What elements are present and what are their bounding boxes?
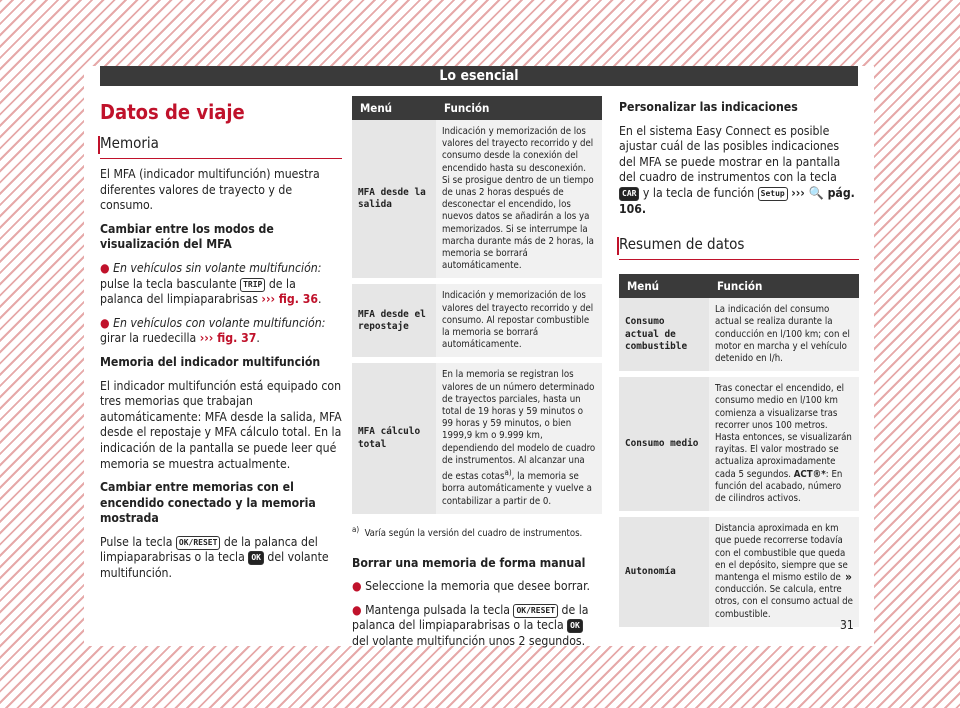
intro-text: El MFA (indicador multifunción) muestra diferentes valores de trayecto y de consumo. [100, 167, 320, 213]
table-cell-function: Indicación y memorización de los valores del trayecto recorrido y del consumo. Al repostar combustible la memoria se borrará automáticamente. [436, 281, 602, 360]
cell-text-a: En la memoria se registran los valores de un número determinado de trayectos parciales, hasta un total de 19 horas y 59 minutos o 99 horas y 59 minutos, o bien 1999,9 km o 9.999 km, dependiendo del modelo de cuadro de instrumentos. Al alcanzar una de estas cotas [442, 369, 596, 483]
cell-text-a: Tras conectar el encendido, el consumo medio en l/100 km comienza a visualizarse tras recorrer unos 100 metros. Hasta entonces, se visualizarán rayitas. El valor mostrado se actualiza aproximadamente cada 5 segundos. [715, 383, 852, 480]
switch-text-a: Pulse la tecla [100, 534, 176, 549]
continue-arrow-icon: » [845, 570, 852, 584]
manual-bullet-text: Seleccione la memoria que desee borrar. [365, 579, 590, 594]
bullet-text: pulse la tecla basculante [100, 276, 241, 291]
sub-title-memoria: Memoria [100, 134, 342, 159]
manual-heading: Borrar una memoria de forma manual [352, 555, 586, 570]
setup-key-icon: Setup [758, 187, 788, 201]
car-key-icon: CAR [619, 187, 639, 201]
table-head-function: Función [709, 274, 859, 298]
switch-text [100, 535, 342, 582]
manual-bullet-2 [352, 603, 602, 650]
fig-36-link[interactable]: ››› fig. 36 [261, 292, 319, 307]
column-middle [352, 96, 602, 658]
page-number: 31 [840, 618, 854, 632]
bullet-icon: ● [100, 260, 110, 275]
mode-heading: Cambiar entre los modos de visualización del MFA [100, 221, 274, 252]
switch-text-c: del volante multifunción. [100, 550, 329, 581]
bullet-icon: ● [100, 315, 110, 330]
bullet-icon: ● [352, 602, 362, 617]
personalize-text-b: y la tecla de función [639, 185, 758, 200]
fig-37-link[interactable]: ››› fig. 37 [199, 331, 257, 346]
table-row [352, 120, 602, 281]
bullet-label: En vehículos con volante multifunción: [113, 315, 326, 330]
trip-key-icon: TRIP [240, 278, 265, 292]
summary-table [619, 274, 859, 633]
manual-bullet-text: del volante multifunción unos 2 segundos. [352, 634, 586, 648]
column-left [100, 96, 342, 590]
switch-text-b: de la palanca del limpiaparabrisas o la tecla [100, 534, 318, 565]
table-cell-function [709, 374, 859, 514]
manual-bullet-1 [352, 579, 602, 595]
switch-heading: Cambiar entre memorias con el encendido conectado y la memoria mostrada [100, 480, 316, 526]
table-cell-menu: Autonomía [619, 514, 709, 630]
ok-reset-key-icon: OK/RESET [176, 536, 221, 550]
bullet-text: de la palanca del limpiaparabrisas [100, 276, 296, 307]
table-cell-menu: Consumo actual de combustible [619, 298, 709, 374]
table-cell-menu: MFA desde el repostaje [352, 281, 436, 360]
manual-bullet-text: de la palanca del limpiaparabrisas o la tecla [352, 602, 589, 633]
bullet-label: En vehículos sin volante multifunción: [113, 260, 322, 275]
table-cell-menu: Consumo medio [619, 374, 709, 514]
footnote-text: Varía según la versión del cuadro de instrumentos. [364, 528, 583, 540]
bullet-with-wheel: ● En vehículos con volante multifunción: girar la ruedecilla ››› fig. 37. [100, 315, 326, 346]
table-row [619, 514, 859, 630]
table-cell-function: La indicación del consumo actual se realiza durante la conducción en l/100 km; con el motor en marcha y el vehículo detenido en l/h. [709, 298, 859, 374]
mem-heading: Memoria del indicador multifunción [100, 354, 321, 369]
bullet-icon: ● [352, 579, 362, 594]
table-cell-function [436, 360, 602, 516]
ok-key-icon: OK [567, 619, 583, 633]
table-head-function: Función [436, 96, 602, 120]
chapter-header: Lo esencial [100, 66, 858, 86]
ok-key-icon: OK [248, 551, 264, 565]
table-cell-menu: MFA desde la salida [352, 120, 436, 281]
footnote-mark: a) [504, 468, 512, 478]
page-106-link[interactable]: ››› 🔍 pág. 106. [619, 185, 855, 216]
table-cell-function: Distancia aproximada en km que puede recorrerse todavía con el combustible que queda en el depósito, siempre que se mantenga el mismo estilo de conducción. Se calcula, entre otros, con el consumo actual de combustible. [709, 514, 859, 630]
footnote-mark: a) [352, 524, 360, 534]
manual-bullet-text: Mantenga pulsada la tecla [365, 602, 514, 617]
ok-reset-key-icon: OK/RESET [513, 604, 558, 618]
table-cell-function: Indicación y memorización de los valores del trayecto recorrido y del consumo desde la conexión del encendido hasta su desconexión. Si se prosigue dentro de un tiempo de unas 2 horas después de desconectar el encendido, los nuevos datos se añadirán a los ya memorizados. Si se interrumpe la marcha durante más de 2 horas, la memoria se borrará automáticamente. [436, 120, 602, 281]
sub-title-resumen: Resumen de datos [619, 235, 859, 260]
column-right [619, 96, 859, 633]
table-cell-menu: MFA cálculo total [352, 360, 436, 516]
section-title: Datos de viaje [100, 100, 245, 124]
cell-text-b: : En función del acabado, número de cilindros activos. [715, 468, 843, 504]
personalize-heading: Personalizar las indicaciones [619, 100, 798, 114]
personalize-text [619, 124, 859, 218]
table-row [619, 374, 859, 514]
table-head-menu: Menú [352, 96, 436, 120]
table-head-menu: Menú [619, 274, 709, 298]
act-label: ACT®* [793, 468, 826, 480]
table-row [352, 281, 602, 360]
mem-text: El indicador multifunción está equipado con tres memorias que trabajan automáticamente: MFA desde la salida, MFA desde el repostaje y MFA cálculo total. En la indicación de la pantalla se puede leer qué memoria se muestra actualmente. [100, 378, 342, 471]
cell-text-b: , la memoria se borra automáticamente y vuelve a contabilizar a partir de 0. [442, 471, 592, 507]
memory-table [352, 96, 602, 520]
table-row [619, 298, 859, 374]
bullet-text: girar la ruedecilla [100, 331, 200, 346]
footnote [352, 522, 602, 542]
bullet-no-wheel: ● En vehículos sin volante multifunción: pulse la tecla basculante TRIP de la palanca del limpiaparabrisas ››› fig. 36. [100, 260, 322, 307]
personalize-text-a: En el sistema Easy Connect es posible ajustar cuál de las posibles indicaciones del MFA se puede mostrar en la pantalla del cuadro de instrumentos con la tecla [619, 123, 841, 185]
table-row [352, 360, 602, 516]
